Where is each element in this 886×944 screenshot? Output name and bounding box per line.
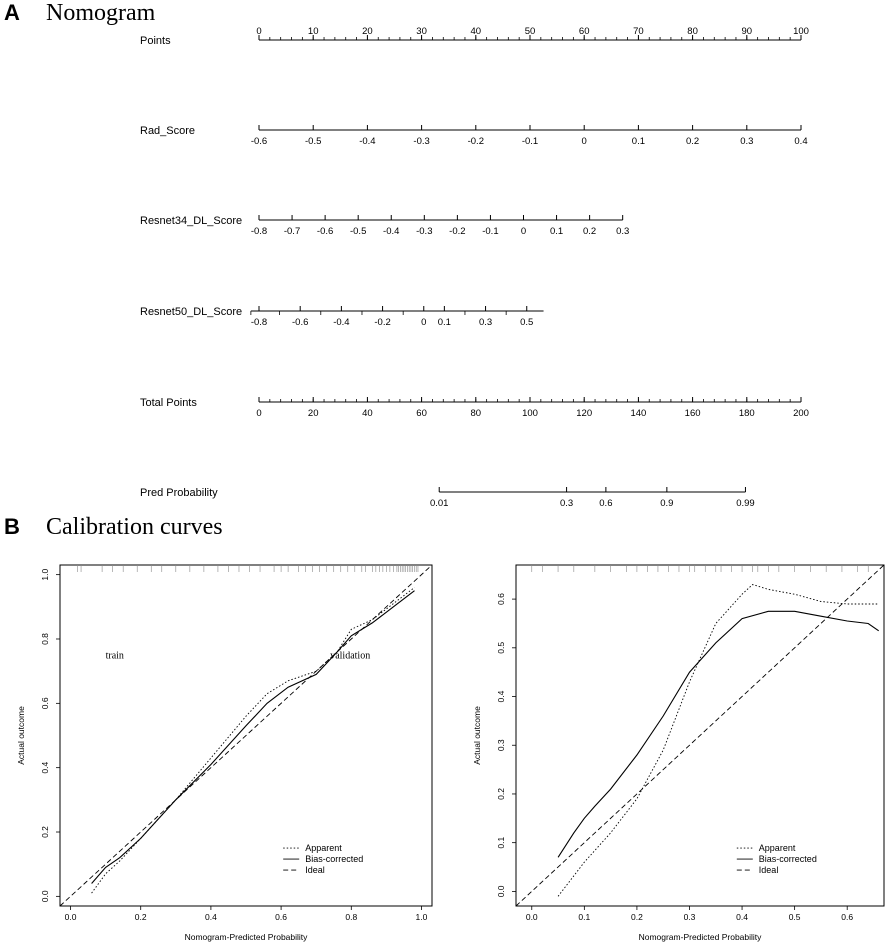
x-tick-label: 0.4 — [736, 912, 748, 922]
y-tick-label: 0.2 — [40, 826, 51, 838]
tick-label: 0 — [520, 226, 527, 237]
y-tick-label: 0.0 — [40, 890, 51, 903]
tick-label: 0.99 — [736, 498, 755, 509]
tick-label: -0.4 — [383, 226, 400, 237]
tick-label: 0.9 — [660, 498, 674, 509]
y-axis-label: Actual outcome — [16, 706, 26, 765]
tick-label: -0.2 — [467, 136, 484, 147]
x-tick-label: 0.6 — [841, 912, 854, 922]
y-tick-label: 0.1 — [496, 836, 507, 849]
tick-label: 0 — [421, 317, 427, 328]
tick-label: 60 — [578, 26, 590, 37]
tick-label: 0.1 — [631, 136, 646, 147]
y-tick-label: 0.6 — [496, 593, 507, 606]
tick-label: 100 — [522, 408, 538, 419]
y-tick-label: 0.8 — [40, 633, 51, 645]
tick-label: 0 — [581, 136, 587, 147]
tick-label: 90 — [741, 26, 753, 37]
tick-label: 0.01 — [429, 498, 449, 509]
scale-rad-score — [140, 125, 808, 147]
x-tick-label: 1.0 — [415, 912, 428, 922]
tick-label: -0.1 — [482, 226, 499, 237]
tick-label: -0.2 — [374, 317, 391, 328]
calibration-plot-validation — [472, 565, 884, 942]
x-axis-label: Nomogram-Predicted Probability — [638, 932, 762, 942]
y-tick-label: 0.6 — [40, 697, 51, 710]
rug-marks — [78, 565, 418, 572]
y-tick-label: 0.2 — [496, 788, 507, 800]
tick-label: -0.4 — [333, 317, 350, 328]
scale-name: Resnet34_DL_Score — [140, 215, 243, 227]
tick-label: 160 — [684, 408, 701, 419]
tick-label: -0.7 — [283, 226, 301, 237]
x-tick-label: 0.5 — [788, 912, 801, 922]
tick-label: -0.6 — [316, 226, 334, 237]
x-tick-label: 0.8 — [345, 912, 358, 922]
scale-name: Pred Probability — [140, 487, 218, 499]
y-tick-label: 0.5 — [496, 641, 507, 654]
series-line-ideal — [516, 565, 884, 906]
tick-label: -0.4 — [359, 136, 376, 147]
tick-label: 70 — [633, 26, 644, 37]
series-line-apparent — [558, 585, 879, 897]
tick-label: -0.5 — [305, 136, 322, 147]
tick-label: -0.8 — [250, 317, 268, 328]
tick-label: -0.1 — [521, 136, 539, 147]
tick-label: 20 — [362, 26, 373, 37]
series-line-apparent — [92, 588, 415, 894]
tick-label: 20 — [307, 408, 319, 419]
tick-label: 0.3 — [559, 498, 574, 509]
legend-label: Ideal — [758, 865, 779, 876]
tick-label: 140 — [630, 408, 647, 419]
scale-points — [140, 26, 809, 47]
x-axis-label: Nomogram-Predicted Probability — [184, 932, 308, 942]
x-tick-label: 0.4 — [204, 912, 217, 922]
series-line-ideal — [60, 565, 432, 906]
tick-label: 0.3 — [478, 317, 493, 328]
tick-label: 0.3 — [616, 226, 630, 237]
tick-label: -0.2 — [449, 226, 466, 237]
tick-label: 0.1 — [549, 226, 564, 237]
annotation-train: train — [105, 650, 124, 662]
y-tick-label: 1.0 — [40, 568, 51, 581]
x-tick-label: 0.0 — [64, 912, 77, 922]
tick-label: 0.5 — [520, 317, 534, 328]
tick-label: -0.8 — [250, 226, 268, 237]
tick-label: 30 — [416, 26, 427, 37]
legend-label: Bias-corrected — [758, 854, 817, 865]
panel-a-letter: A — [4, 0, 20, 25]
scale-name: Resnet50_DL_Score — [140, 306, 243, 318]
tick-label: 0 — [256, 26, 262, 37]
rug-marks — [532, 565, 868, 572]
y-tick-label: 0.4 — [40, 761, 51, 774]
nomogram — [140, 26, 809, 509]
tick-label: 0.6 — [599, 498, 613, 509]
scale-name: Rad_Score — [140, 125, 196, 137]
tick-label: 80 — [470, 408, 482, 419]
tick-label: 0.2 — [583, 226, 597, 237]
series-line-bias-corrected — [92, 591, 415, 884]
calibration-plot-train — [16, 565, 432, 942]
tick-label: 40 — [470, 26, 482, 37]
tick-label: 50 — [524, 26, 536, 37]
scale-resnet50-dl-score — [140, 306, 544, 328]
x-tick-label: 0.3 — [683, 912, 696, 922]
x-tick-label: 0.0 — [525, 912, 538, 922]
y-tick-label: 0.4 — [496, 690, 507, 703]
tick-label: 120 — [576, 408, 593, 419]
scale-pred-probability — [140, 487, 755, 509]
legend-label: Apparent — [758, 843, 796, 854]
legend-label: Bias-corrected — [305, 854, 364, 865]
x-tick-label: 0.2 — [631, 912, 643, 922]
x-tick-label: 0.1 — [578, 912, 591, 922]
tick-label: 10 — [307, 26, 319, 37]
annotation-validation: validation — [330, 650, 371, 662]
tick-label: 40 — [362, 408, 373, 419]
y-tick-label: 0.3 — [496, 739, 507, 752]
scale-name: Points — [140, 35, 171, 47]
tick-label: 0.3 — [740, 136, 754, 147]
tick-label: 0.1 — [437, 317, 451, 328]
tick-label: -0.3 — [416, 226, 433, 237]
tick-label: -0.5 — [349, 226, 367, 237]
scale-name: Total Points — [140, 397, 197, 409]
tick-label: 0.4 — [794, 136, 808, 147]
tick-label: 0 — [256, 408, 262, 419]
panel-b-letter: B — [4, 514, 20, 539]
tick-label: 60 — [416, 408, 427, 419]
legend-label: Apparent — [305, 843, 342, 854]
tick-label: 0.2 — [685, 136, 700, 147]
tick-label: 200 — [793, 408, 809, 419]
tick-label: 80 — [687, 26, 698, 37]
legend — [737, 843, 817, 875]
panel-a-title: Nomogram — [46, 0, 156, 26]
scale-resnet34-dl-score — [140, 215, 629, 237]
legend — [283, 843, 363, 875]
tick-label: -0.6 — [292, 317, 309, 328]
x-tick-label: 0.6 — [275, 912, 288, 922]
y-axis-label: Actual outcome — [472, 706, 482, 765]
tick-label: 100 — [793, 26, 809, 37]
tick-label: 180 — [738, 408, 755, 419]
tick-label: -0.3 — [413, 136, 430, 147]
x-tick-label: 0.2 — [134, 912, 147, 922]
legend-label: Ideal — [305, 865, 325, 876]
scale-total-points — [140, 397, 809, 419]
y-tick-label: 0.0 — [496, 885, 507, 898]
tick-label: -0.6 — [250, 136, 268, 147]
panel-b-title: Calibration curves — [46, 514, 223, 540]
series-line-bias-corrected — [558, 611, 879, 857]
